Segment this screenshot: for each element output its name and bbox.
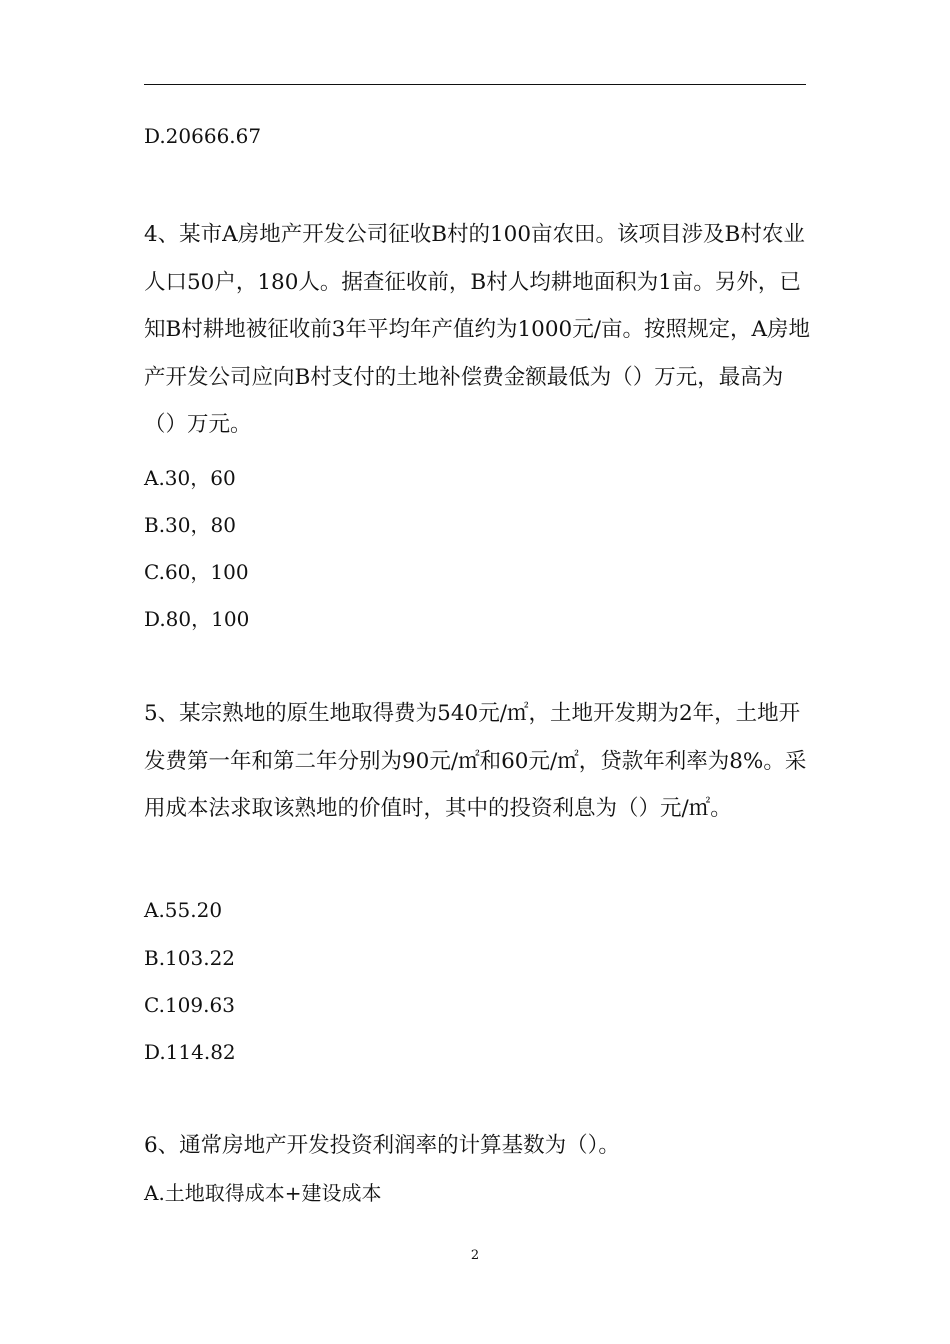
header-rule [144, 84, 806, 85]
prev-option-d: D.20666.67 [144, 124, 262, 148]
question-4-option-c: C.60，100 [144, 560, 249, 584]
question-5-option-d: D.114.82 [144, 1040, 236, 1064]
question-4-option-b: B.30，80 [144, 513, 236, 537]
question-4-stem: 4、某市A房地产开发公司征收B村的100亩农田。该项目涉及B村农业人口50户，180人。据查征收前，B村人均耕地面积为1亩。另外，已知B村耕地被征收前3年平均年产值约为1000元/亩。按照规定，A房地产开发公司应向B村支付的土地补偿费金额最低为（）万元，最高为（）万元。 [144, 222, 810, 437]
question-5-option-a: A.55.20 [144, 898, 223, 922]
question-6-option-a: A.土地取得成本+建设成本 [144, 1181, 382, 1205]
question-6-stem: 6、通常房地产开发投资利润率的计算基数为（）。 [144, 1133, 620, 1158]
question-4-option-a: A.30，60 [144, 466, 236, 490]
question-5-option-c: C.109.63 [144, 993, 235, 1017]
question-5-stem: 5、某宗熟地的原生地取得费为540元/㎡，土地开发期为2年，土地开发费第一年和第二年分别为90元/㎡和60元/㎡，贷款年利率为8%。采用成本法求取该熟地的价值时，其中的投资利息为（）元/㎡。 [144, 701, 807, 821]
question-5-option-b: B.103.22 [144, 946, 236, 970]
question-4-option-d: D.80，100 [144, 607, 250, 631]
page-number: 2 [470, 1248, 480, 1263]
